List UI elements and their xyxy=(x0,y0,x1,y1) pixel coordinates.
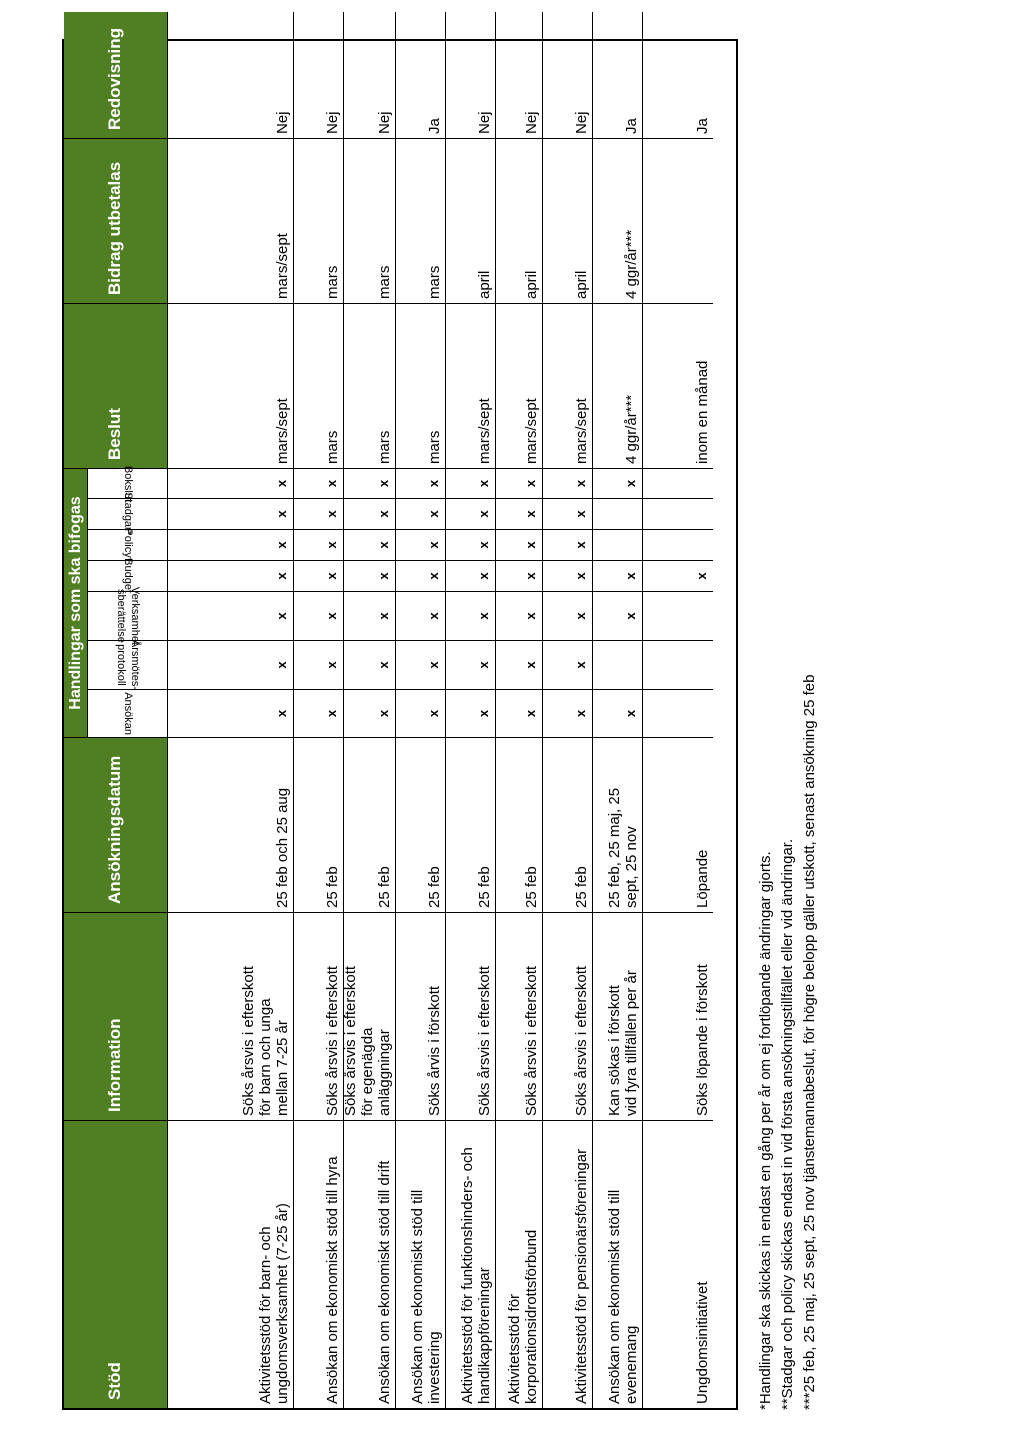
check-mark: x xyxy=(324,479,339,488)
row-information xyxy=(593,912,643,1120)
cell-text: Ungdomsinitiativet xyxy=(694,1281,711,1404)
cell-text: Aktivitetsstöd för barn- och xyxy=(257,1226,274,1404)
check-mark: x xyxy=(573,612,588,620)
row-mark-bokslut xyxy=(496,468,543,498)
cell-text: mars/sept xyxy=(573,398,590,464)
row-stod xyxy=(593,1120,643,1408)
row-redovisning xyxy=(643,12,713,138)
check-mark: x xyxy=(376,572,391,580)
subheader-text xyxy=(114,587,142,645)
cell-text: för egenägda xyxy=(359,1027,376,1116)
header-information xyxy=(64,912,168,1120)
cell-text: mars xyxy=(376,430,393,464)
row-ansokningsdatum xyxy=(446,737,496,912)
cell-text: mars xyxy=(426,430,443,464)
row-stod xyxy=(396,1120,446,1408)
row-mark-arsmotes xyxy=(643,640,713,689)
cell-text: april xyxy=(523,270,540,299)
cell-text: 25 feb xyxy=(523,866,540,908)
cell-text: Nej xyxy=(476,111,493,134)
cell-text: Söks årsvis i efterskott xyxy=(523,965,540,1116)
cell-text: 25 feb xyxy=(376,866,393,908)
cell-text: Söks årsvis i efterskott xyxy=(476,965,493,1116)
cell-text: anläggningar xyxy=(376,1029,393,1116)
cell-text: 25 feb xyxy=(476,866,493,908)
check-mark: x xyxy=(573,661,588,669)
header-label: Information xyxy=(105,1018,124,1112)
row-stod xyxy=(294,1120,344,1408)
row-mark-ansokan xyxy=(543,689,593,737)
row-mark-stadgar xyxy=(593,498,643,529)
row-mark-arsmotes xyxy=(543,640,593,689)
cell-text: ungdomsverksamhet (7-25 år) xyxy=(274,1203,291,1404)
cell-text: Ansökan om ekonomiskt stöd till drift xyxy=(376,1160,393,1404)
check-mark: x xyxy=(274,510,289,518)
row-mark-ansokan xyxy=(446,689,496,737)
cell-text: Ansökan om ekonomiskt stöd till hyra xyxy=(324,1156,341,1404)
row-mark-policy xyxy=(593,529,643,560)
row-beslut xyxy=(294,303,344,468)
subheader-verksamhet xyxy=(88,586,168,646)
row-ansokningsdatum xyxy=(543,737,593,912)
row-beslut xyxy=(643,303,713,468)
subheader-bokslut xyxy=(88,465,168,502)
subheader-arsmotes xyxy=(88,640,168,689)
row-mark-verksamhet xyxy=(593,591,643,640)
cell-text: Löpande xyxy=(694,849,711,908)
check-mark: x xyxy=(476,510,491,518)
row-redovisning xyxy=(396,12,446,138)
row-redovisning xyxy=(344,12,396,138)
cell-text: investering xyxy=(426,1331,443,1404)
row-mark-arsmotes xyxy=(294,640,344,689)
cell-text: 25 feb, 25 maj, 25 xyxy=(606,787,623,908)
check-mark: x xyxy=(426,661,441,669)
cell-text: Söks årsvis i efterskott xyxy=(342,965,359,1116)
subheader-line: protokoll xyxy=(114,644,127,686)
subheader-line: Bokslut xyxy=(121,465,134,502)
row-mark-stadgar xyxy=(496,498,543,529)
cell-text: inom en månad xyxy=(694,360,711,464)
row-mark-stadgar xyxy=(168,498,294,529)
cell-text: korporationsidrottsförbund xyxy=(523,1229,540,1404)
row-bidrag xyxy=(543,138,593,303)
row-bidrag xyxy=(593,138,643,303)
row-mark-arsmotes xyxy=(446,640,496,689)
cell-text: Nej xyxy=(523,111,540,134)
row-stod xyxy=(344,1120,396,1408)
row-ansokningsdatum xyxy=(496,737,543,912)
subheader-text xyxy=(121,465,135,501)
header-bidrag xyxy=(64,138,168,303)
header-label: Stöd xyxy=(105,1362,124,1400)
cell-text: april xyxy=(476,270,493,299)
subheader-line: sberättelse xyxy=(114,589,127,643)
row-redovisning xyxy=(446,12,496,138)
header-label: Bidrag utbetalas xyxy=(105,161,124,295)
row-beslut xyxy=(344,303,396,468)
row-mark-verksamhet xyxy=(446,591,496,640)
row-mark-ansokan xyxy=(168,689,294,737)
cell-text: 25 feb xyxy=(324,866,341,908)
subheader-text xyxy=(121,559,135,594)
row-stod xyxy=(543,1120,593,1408)
check-mark: x xyxy=(476,479,491,488)
row-redovisning xyxy=(294,12,344,138)
row-beslut xyxy=(446,303,496,468)
row-bidrag xyxy=(446,138,496,303)
row-mark-budget xyxy=(496,560,543,591)
cell-text: Ansökan om ekonomiskt stöd till xyxy=(409,1189,426,1404)
row-mark-policy xyxy=(344,529,396,560)
row-information xyxy=(396,912,446,1120)
row-mark-budget xyxy=(643,560,713,591)
check-mark: x xyxy=(274,479,289,488)
row-beslut xyxy=(396,303,446,468)
cell-text: mars xyxy=(376,265,393,299)
cell-text: mars/sept xyxy=(523,398,540,464)
cell-text: Ja xyxy=(694,118,711,134)
row-mark-ansokan xyxy=(643,689,713,737)
cell-text: 4 ggr/år*** xyxy=(623,229,640,299)
subheader-budget xyxy=(88,558,168,594)
row-mark-verksamhet xyxy=(294,591,344,640)
row-information xyxy=(496,912,543,1120)
row-ansokningsdatum xyxy=(344,737,396,912)
check-mark: x xyxy=(523,541,538,549)
subheader-line: Budget xyxy=(121,558,134,594)
header-redovisning xyxy=(64,12,168,138)
row-ansokningsdatum xyxy=(168,737,294,912)
row-mark-budget xyxy=(396,560,446,591)
check-mark: x xyxy=(623,479,638,488)
cell-text: Söks årsvis i efterskott xyxy=(240,965,257,1116)
row-ansokningsdatum xyxy=(396,737,446,912)
cell-text: Nej xyxy=(274,111,291,134)
row-mark-stadgar xyxy=(643,498,713,529)
row-beslut xyxy=(593,303,643,468)
cell-text: Ja xyxy=(426,118,443,134)
row-redovisning xyxy=(168,12,294,138)
cell-text: Nej xyxy=(324,111,341,134)
check-mark: x xyxy=(426,572,441,580)
cell-text: mars/sept xyxy=(274,233,291,299)
row-stod xyxy=(496,1120,543,1408)
check-mark: x xyxy=(376,479,391,488)
check-mark: x xyxy=(476,612,491,620)
row-mark-ansokan xyxy=(593,689,643,737)
row-mark-stadgar xyxy=(543,498,593,529)
row-stod xyxy=(643,1120,713,1408)
check-mark: x xyxy=(523,572,538,580)
check-mark: x xyxy=(274,661,289,669)
row-mark-bokslut xyxy=(344,468,396,498)
cell-text: Söks årvis i förskott xyxy=(426,985,443,1116)
header-label: Redovisning xyxy=(105,27,124,130)
row-mark-budget xyxy=(446,560,496,591)
row-mark-policy xyxy=(446,529,496,560)
check-mark: x xyxy=(623,612,638,620)
cell-text: Kan sökas i förskott xyxy=(606,985,623,1116)
row-information xyxy=(643,912,713,1120)
check-mark: x xyxy=(376,541,391,549)
check-mark: x xyxy=(274,541,289,549)
header-stod xyxy=(64,1120,168,1408)
row-mark-verksamhet xyxy=(496,591,543,640)
subheader-line: Årsmötes- xyxy=(128,639,141,691)
cell-text: Aktivitetsstöd för xyxy=(506,1293,523,1404)
row-information xyxy=(446,912,496,1120)
check-mark: x xyxy=(426,709,441,718)
cell-text: Aktivitetsstöd för pensionärsföreningar xyxy=(573,1148,590,1404)
check-mark: x xyxy=(324,510,339,518)
cell-text: Söks löpande i förskott xyxy=(694,964,711,1116)
check-mark: x xyxy=(376,709,391,718)
cell-text: evenemang xyxy=(623,1325,640,1404)
check-mark: x xyxy=(426,612,441,620)
row-bidrag xyxy=(496,138,543,303)
check-mark: x xyxy=(523,661,538,669)
row-mark-bokslut xyxy=(643,468,713,498)
footnote: ***25 feb, 25 maj, 25 sept, 25 nov tjänstemannabeslut, för högre belopp gäller utskott, senast ansökning 25 feb xyxy=(801,674,818,1410)
row-redovisning xyxy=(543,12,593,138)
check-mark: x xyxy=(426,541,441,549)
row-mark-verksamhet xyxy=(543,591,593,640)
check-mark: x xyxy=(523,612,538,620)
check-mark: x xyxy=(476,541,491,549)
row-mark-stadgar xyxy=(446,498,496,529)
row-bidrag xyxy=(168,138,294,303)
row-mark-budget xyxy=(543,560,593,591)
row-mark-verksamhet xyxy=(168,591,294,640)
row-mark-stadgar xyxy=(396,498,446,529)
row-beslut xyxy=(168,303,294,468)
header-label: Beslut xyxy=(105,408,124,460)
check-mark: x xyxy=(573,510,588,518)
row-mark-policy xyxy=(294,529,344,560)
cell-text: 25 feb xyxy=(426,866,443,908)
row-ansokningsdatum xyxy=(643,737,713,912)
row-mark-budget xyxy=(168,560,294,591)
check-mark: x xyxy=(274,612,289,620)
row-mark-budget xyxy=(344,560,396,591)
row-stod xyxy=(446,1120,496,1408)
check-mark: x xyxy=(573,572,588,580)
check-mark: x xyxy=(476,572,491,580)
row-mark-policy xyxy=(543,529,593,560)
cell-text: Aktivitetsstöd för funktionshinders- och xyxy=(459,1147,476,1404)
cell-text: mellan 7-25 år xyxy=(274,1020,291,1116)
subheader-text xyxy=(114,640,142,690)
subheader-line: Ansökan xyxy=(121,692,134,735)
check-mark: x xyxy=(623,709,638,718)
check-mark: x xyxy=(523,709,538,718)
check-mark: x xyxy=(426,479,441,488)
row-mark-verksamhet xyxy=(643,591,713,640)
footnote: **Stadgar och policy skickas endast in vid första ansökningstillfället eller vid ändringar. xyxy=(779,838,796,1410)
row-beslut xyxy=(496,303,543,468)
check-mark: x xyxy=(376,661,391,669)
row-mark-bokslut xyxy=(168,468,294,498)
cell-text: handikappföreningar xyxy=(476,1267,493,1404)
header-handlingar xyxy=(64,468,88,737)
cell-text: mars xyxy=(324,265,341,299)
row-mark-bokslut xyxy=(396,468,446,498)
subheader-line: Verksamhet xyxy=(128,586,141,646)
row-mark-bokslut xyxy=(446,468,496,498)
check-mark: x xyxy=(324,612,339,620)
cell-text: Ja xyxy=(623,118,640,134)
check-mark: x xyxy=(523,479,538,488)
check-mark: x xyxy=(324,709,339,718)
cell-text: mars/sept xyxy=(274,398,291,464)
subheader-ansokan xyxy=(88,689,168,737)
check-mark: x xyxy=(324,572,339,580)
row-mark-stadgar xyxy=(344,498,396,529)
cell-text: sept, 25 nov xyxy=(623,826,640,908)
row-mark-policy xyxy=(643,529,713,560)
row-mark-budget xyxy=(593,560,643,591)
row-ansokningsdatum xyxy=(294,737,344,912)
check-mark: x xyxy=(573,541,588,549)
cell-text: 25 feb och 25 aug xyxy=(274,787,291,908)
subheader-line: Stadgar* xyxy=(121,492,134,536)
row-information xyxy=(543,912,593,1120)
subheader-line: Policy* xyxy=(121,528,134,562)
check-mark: x xyxy=(523,510,538,518)
row-mark-bokslut xyxy=(294,468,344,498)
check-mark: x xyxy=(324,541,339,549)
check-mark: x xyxy=(476,709,491,718)
check-mark: x xyxy=(426,510,441,518)
row-mark-arsmotes xyxy=(593,640,643,689)
cell-text: 25 feb xyxy=(573,866,590,908)
check-mark: x xyxy=(274,709,289,718)
cell-text: Nej xyxy=(376,111,393,134)
row-mark-verksamhet xyxy=(396,591,446,640)
row-mark-ansokan xyxy=(344,689,396,737)
row-stod xyxy=(168,1120,294,1408)
cell-text: 4 ggr/år*** xyxy=(623,394,640,464)
support-table xyxy=(62,27,738,1410)
row-mark-stadgar xyxy=(294,498,344,529)
cell-text: Söks årsvis i efterskott xyxy=(324,965,341,1116)
row-information xyxy=(294,912,344,1120)
row-mark-bokslut xyxy=(593,468,643,498)
row-mark-budget xyxy=(294,560,344,591)
cell-text: Söks årsvis i efterskott xyxy=(573,965,590,1116)
header-label: Ansökningsdatum xyxy=(105,755,124,904)
check-mark: x xyxy=(476,661,491,669)
row-mark-arsmotes xyxy=(344,640,396,689)
row-mark-policy xyxy=(396,529,446,560)
cell-text: mars/sept xyxy=(476,398,493,464)
cell-text: mars xyxy=(426,265,443,299)
subheader-stadgar xyxy=(88,492,168,536)
footnote: *Handlingar ska skickas in endast en gång per år om ej fortlöpande ändringar gjorts. xyxy=(757,851,774,1410)
check-mark: x xyxy=(573,709,588,718)
row-information xyxy=(168,912,294,1120)
row-mark-ansokan xyxy=(294,689,344,737)
row-mark-verksamhet xyxy=(344,591,396,640)
cell-text: Nej xyxy=(573,111,590,134)
check-mark: x xyxy=(376,612,391,620)
check-mark: x xyxy=(274,572,289,580)
header-beslut xyxy=(64,303,168,468)
footnotes xyxy=(755,39,821,1410)
header-label: Handlingar som ska bifogas xyxy=(67,496,84,710)
cell-text: Ansökan om ekonomiskt stöd till xyxy=(606,1189,623,1404)
cell-text: mars xyxy=(324,430,341,464)
check-mark: x xyxy=(694,572,709,580)
check-mark: x xyxy=(573,479,588,488)
row-mark-arsmotes xyxy=(496,640,543,689)
row-ansokningsdatum xyxy=(593,737,643,912)
cell-text: vid fyra tillfällen per år xyxy=(623,970,640,1116)
row-bidrag xyxy=(344,138,396,303)
row-bidrag xyxy=(643,138,713,303)
row-bidrag xyxy=(294,138,344,303)
row-bidrag xyxy=(396,138,446,303)
row-redovisning xyxy=(496,12,543,138)
row-mark-ansokan xyxy=(396,689,446,737)
row-mark-policy xyxy=(496,529,543,560)
row-beslut xyxy=(543,303,593,468)
header-ansokningsdatum xyxy=(64,737,168,912)
check-mark: x xyxy=(324,661,339,669)
row-mark-policy xyxy=(168,529,294,560)
row-mark-bokslut xyxy=(543,468,593,498)
row-information xyxy=(344,912,396,1120)
row-redovisning xyxy=(593,12,643,138)
row-mark-arsmotes xyxy=(396,640,446,689)
row-mark-arsmotes xyxy=(168,640,294,689)
check-mark: x xyxy=(376,510,391,518)
cell-text: april xyxy=(573,270,590,299)
check-mark: x xyxy=(623,572,638,580)
cell-text: för barn och unga xyxy=(257,998,274,1116)
subheader-text xyxy=(121,692,135,735)
row-mark-ansokan xyxy=(496,689,543,737)
